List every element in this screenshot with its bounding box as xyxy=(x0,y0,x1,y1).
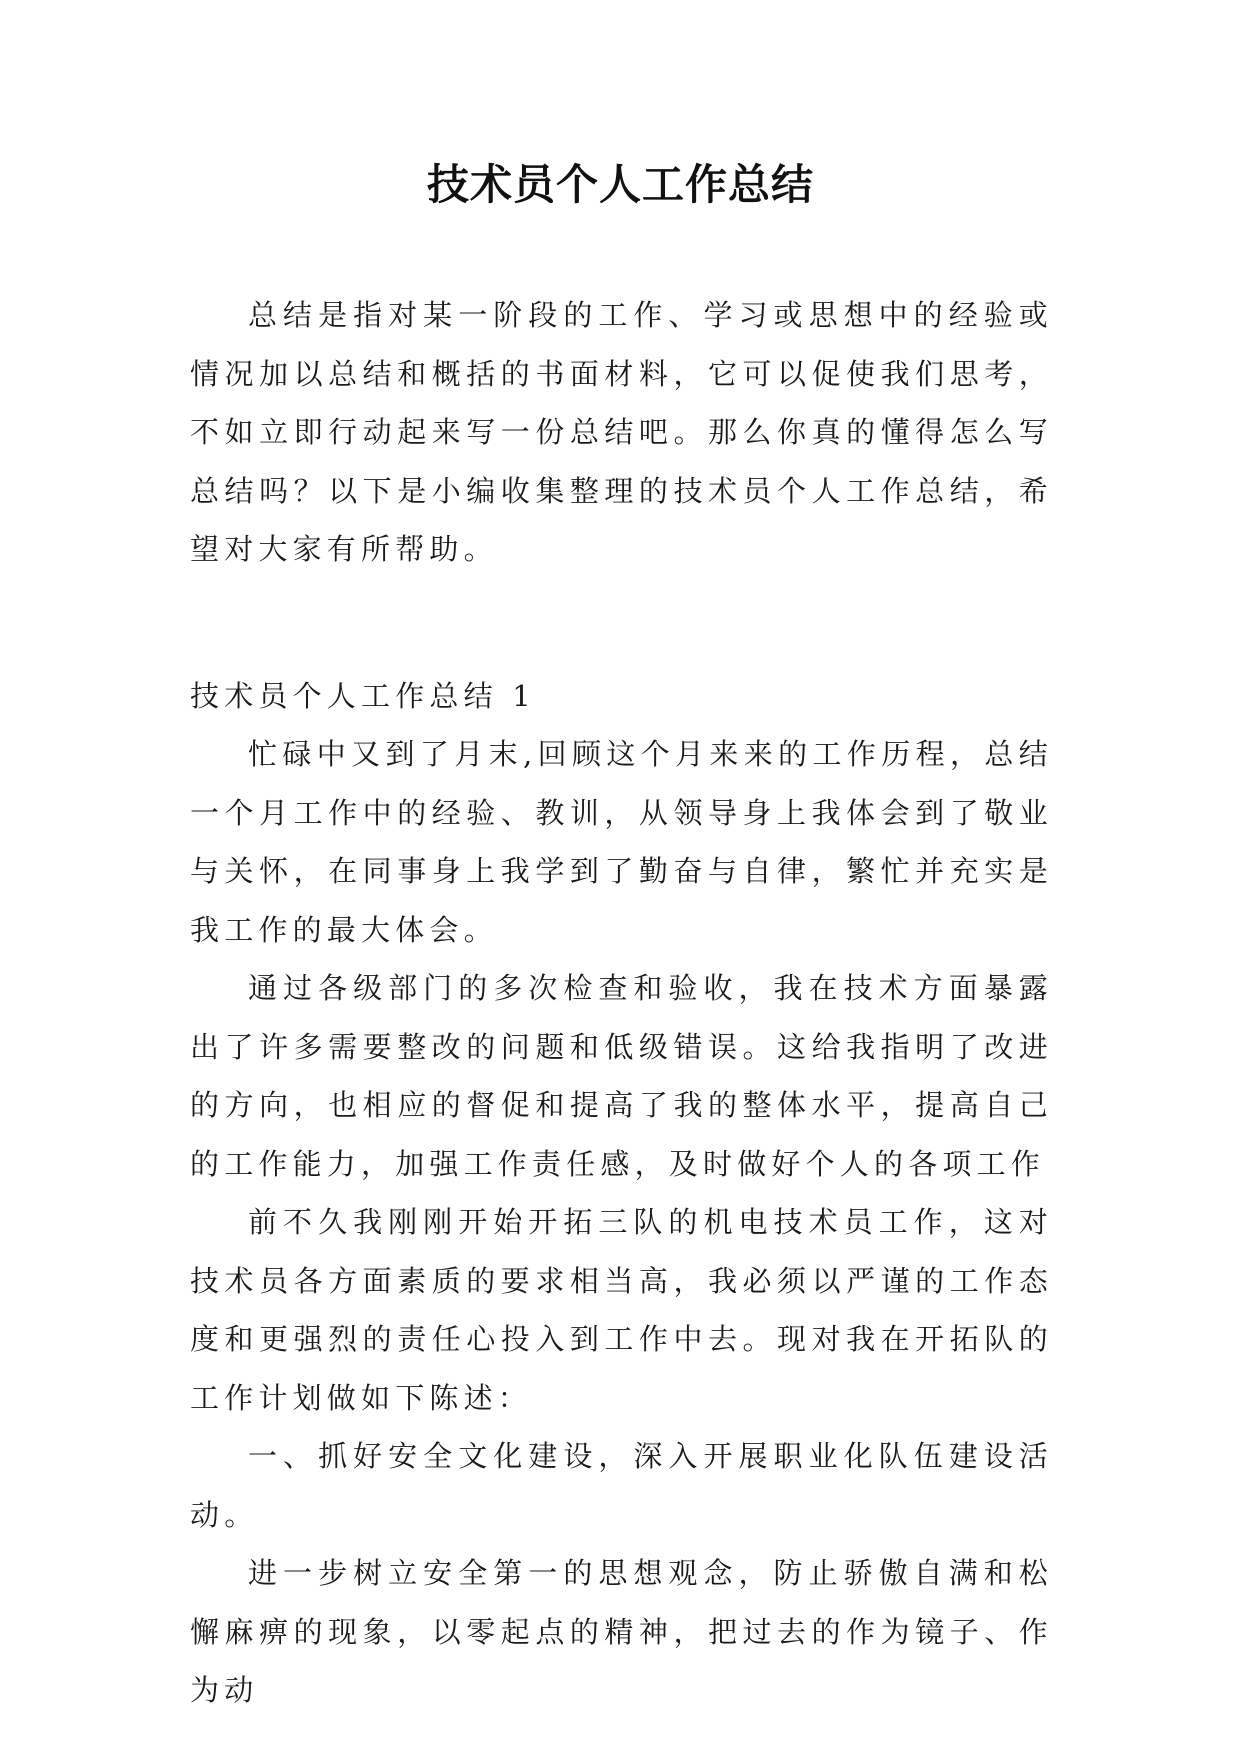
body-paragraph-3: 前不久我刚刚开始开拓三队的机电技术员工作，这对技术员各方面素质的要求相当高，我必须以严谨的工作态度和更强烈的责任心投入到工作中去。现对我在开拓队的工作计划做如下陈述： xyxy=(190,1205,1053,1415)
intro-paragraph: 总结是指对某一阶段的工作、学习或思想中的经验或情况加以总结和概括的书面材料，它可以促使我们思考，不如立即行动起来写一份总结吧。那么你真的懂得怎么写总结吗？以下是小编收集整理的技术员个人工作总结，希望对大家有所帮助。 xyxy=(190,298,1053,566)
document-body xyxy=(190,286,1053,1720)
body-paragraph-2: 通过各级部门的多次检查和验收，我在技术方面暴露出了许多需要整改的问题和低级错误。这给我指明了改进的方向，也相应的督促和提高了我的整体水平，提高自己的工作能力，加强工作责任感，及时做好个人的各项工作 xyxy=(190,971,1053,1181)
paragraph-gap xyxy=(190,579,1053,667)
body-paragraph-5: 进一步树立安全第一的思想观念，防止骄傲自满和松懈麻痹的现象，以零起点的精神，把过去的作为镜子、作为动 xyxy=(190,1556,1053,1707)
body-paragraph-4: 一、抓好安全文化建设，深入开展职业化队伍建设活动。 xyxy=(190,1439,1053,1532)
section-heading: 技术员个人工作总结 1 xyxy=(190,678,536,713)
body-paragraph-1: 忙碌中又到了月末,回顾这个月来来的工作历程，总结一个月工作中的经验、教训，从领导身上我体会到了敬业与关怀，在同事身上我学到了勤奋与自律，繁忙并充实是我工作的最大体会。 xyxy=(190,737,1053,947)
document-title: 技术员个人工作总结 xyxy=(426,160,814,209)
